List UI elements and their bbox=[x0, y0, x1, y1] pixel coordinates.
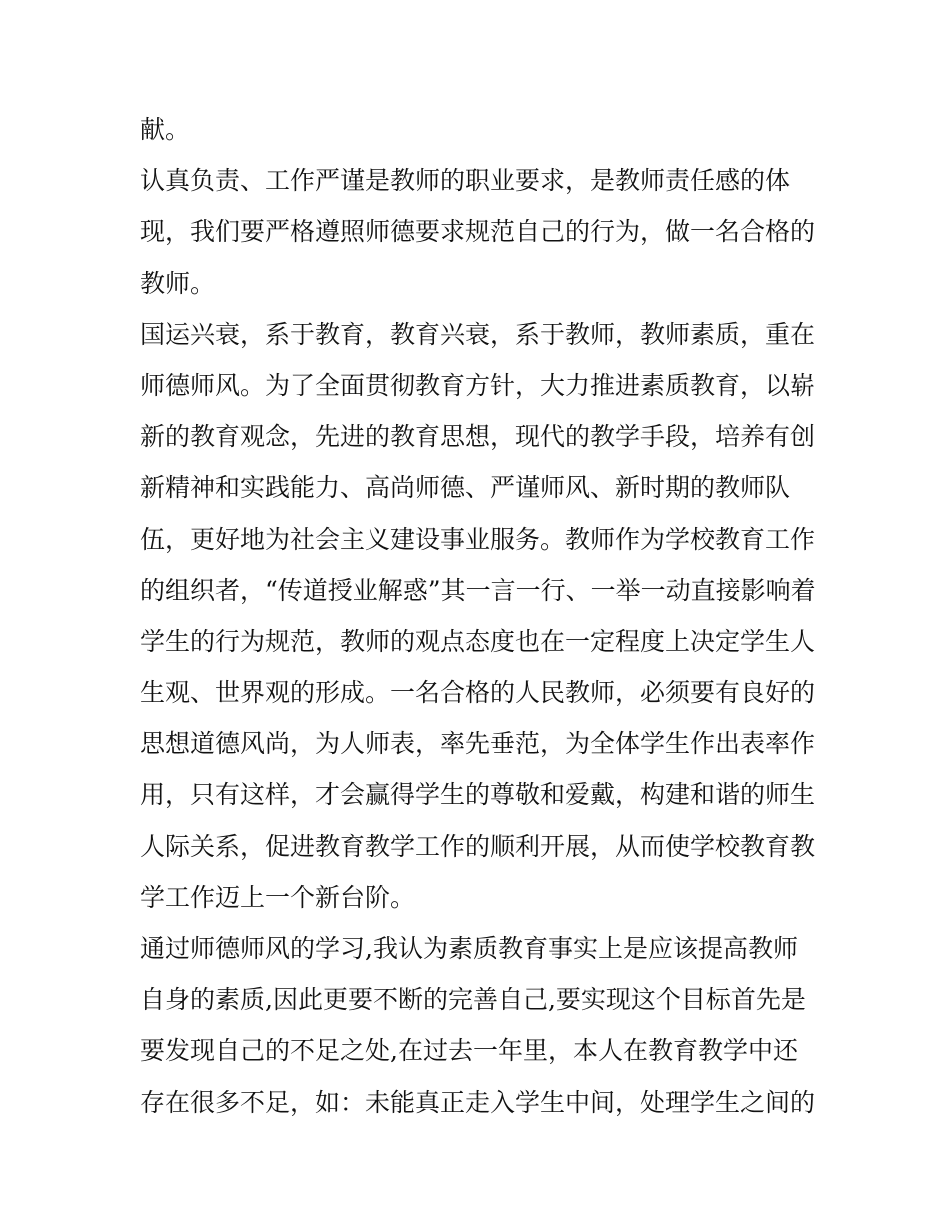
paragraph-1 bbox=[140, 104, 830, 155]
text-line: 的组织者，“传道授业解惑”其一言一行、一举一动直接影响着 bbox=[140, 575, 816, 605]
text-line: 学生的行为规范，教师的观点态度也在一定程度上决定学生人 bbox=[140, 626, 816, 656]
text-line: 新的教育观念，先进的教育思想，现代的教学手段，培养有创 bbox=[140, 422, 816, 452]
text-line: 学工作迈上一个新台阶。 bbox=[140, 882, 416, 912]
text-line: 伍，更好地为社会主义建设事业服务。教师作为学校教育工作 bbox=[140, 524, 816, 554]
text-line: 认真负责、工作严谨是教师的职业要求，是教师责任感的体 bbox=[140, 166, 791, 196]
text-line: 思想道德风尚，为人师表，率先垂范，为全体学生作出表率作 bbox=[140, 729, 816, 759]
text-line: 师德师风。为了全面贯彻教育方针，大力推进素质教育，以崭 bbox=[140, 370, 816, 400]
text-line: 人际关系，促进教育教学工作的顺利开展，从而使学校教育教 bbox=[140, 831, 816, 861]
text-line: 自身的素质,因此更要不断的完善自己,要实现这个目标首先是 bbox=[140, 985, 806, 1015]
text-line: 现，我们要严格遵照师德要求规范自己的行为，做一名合格的 bbox=[140, 217, 816, 247]
paragraph-3 bbox=[140, 309, 830, 923]
paragraph-2 bbox=[140, 155, 830, 309]
text-line: 通过师德师风的学习,我认为素质教育事实上是应该提高教师 bbox=[140, 934, 798, 963]
text-line: 新精神和实践能力、高尚师德、严谨师风、新时期的教师队 bbox=[140, 473, 791, 503]
text-line: 教师。 bbox=[140, 268, 216, 298]
paragraph-4 bbox=[140, 923, 830, 1128]
text-line: 要发现自己的不足之处,在过去一年里，本人在教育教学中还 bbox=[140, 1036, 798, 1066]
text-line: 存在很多不足，如：未能真正走入学生中间，处理学生之间的 bbox=[140, 1087, 816, 1117]
text-line: 用，只有这样，才会赢得学生的尊敬和爱戴，构建和谐的师生 bbox=[140, 780, 816, 810]
document-body bbox=[140, 104, 830, 1128]
text-line: 生观、世界观的形成。一名合格的人民教师，必须要有良好的 bbox=[140, 678, 816, 708]
text-line: 献。 bbox=[140, 115, 191, 144]
text-line: 国运兴衰，系于教育，教育兴衰，系于教师，教师素质，重在 bbox=[140, 319, 816, 349]
